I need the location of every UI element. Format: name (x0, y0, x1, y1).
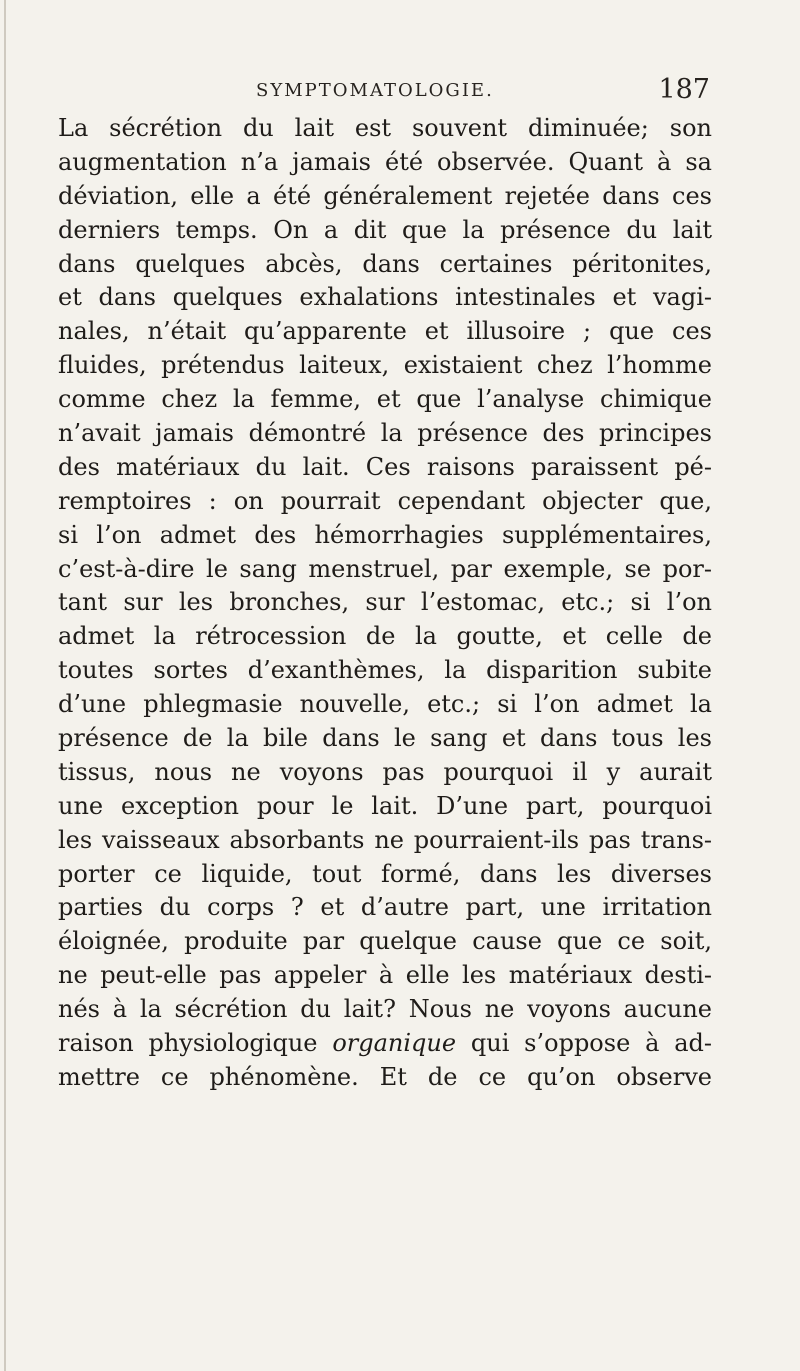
text-line: tissus, nous ne voyons pas pourquoi il y aurait (58, 757, 712, 786)
text-line: admet la rétrocession de la goutte, et celle de (58, 622, 712, 651)
text-line: porter ce liquide, tout formé, dans les diverses (58, 859, 712, 888)
text-line: c’est-à-dire le sang menstruel, par exemple, se por- (58, 554, 712, 583)
text-line: des matériaux du lait. Ces raisons paraissent pé- (58, 452, 712, 481)
text-line: tant sur les bronches, sur l’estomac, etc.; si l’on (58, 588, 712, 617)
running-head (58, 72, 712, 112)
line-segment: raison physiologique (58, 1029, 333, 1058)
body-text (58, 112, 712, 1095)
text-line: et dans quelques exhalations intestinales et vagi- (58, 283, 712, 312)
book-page (58, 72, 712, 1095)
text-line: augmentation n’a jamais été observée. Quant à sa (58, 147, 712, 176)
text-line: ne peut-elle pas appeler à elle les matériaux desti- (58, 961, 712, 990)
text-line: éloignée, produite par quelque cause que ce soit, (58, 927, 712, 956)
line-segment: qui s’oppose à ad- (456, 1029, 712, 1058)
text-line: nés à la sécrétion du lait? Nous ne voyons aucune (58, 995, 712, 1024)
italic-word: organique (332, 1029, 457, 1058)
running-title: SYMPTOMATOLOGIE. (256, 80, 494, 101)
text-line: dans quelques abcès, dans certaines péritonites, (58, 249, 712, 278)
page-edge-rule (4, 0, 6, 1371)
text-line: toutes sortes d’exanthèmes, la disparition subite (58, 656, 712, 685)
text-line: La sécrétion du lait est souvent diminuée; son (58, 114, 712, 142)
page-number: 187 (658, 74, 710, 105)
text-line: parties du corps ? et d’autre part, une irritation (58, 893, 712, 922)
text-line: n’avait jamais démontré la présence des principes (58, 419, 712, 448)
text-line: nales, n’était qu’apparente et illusoire ; que ces (58, 317, 712, 346)
text-line: fluides, prétendus laiteux, existaient chez l’homme (58, 351, 712, 380)
text-line: présence de la bile dans le sang et dans tous les (58, 724, 712, 753)
text-line: d’une phlegmasie nouvelle, etc.; si l’on admet la (58, 690, 712, 719)
text-line: les vaisseaux absorbants ne pourraient-ils pas trans- (58, 825, 712, 854)
text-line: déviation, elle a été généralement rejetée dans ces (58, 181, 712, 210)
text-line: mettre ce phénomène. Et de ce qu’on observe (58, 1062, 712, 1091)
text-line: derniers temps. On a dit que la présence du lait (58, 215, 712, 244)
text-line: si l’on admet des hémorrhagies supplémentaires, (58, 520, 712, 549)
text-line: comme chez la femme, et que l’analyse chimique (58, 385, 712, 414)
text-line-with-italic (58, 1027, 712, 1061)
text-line: une exception pour le lait. D’une part, pourquoi (58, 791, 712, 820)
text-line: remptoires : on pourrait cependant objecter que, (58, 486, 712, 515)
